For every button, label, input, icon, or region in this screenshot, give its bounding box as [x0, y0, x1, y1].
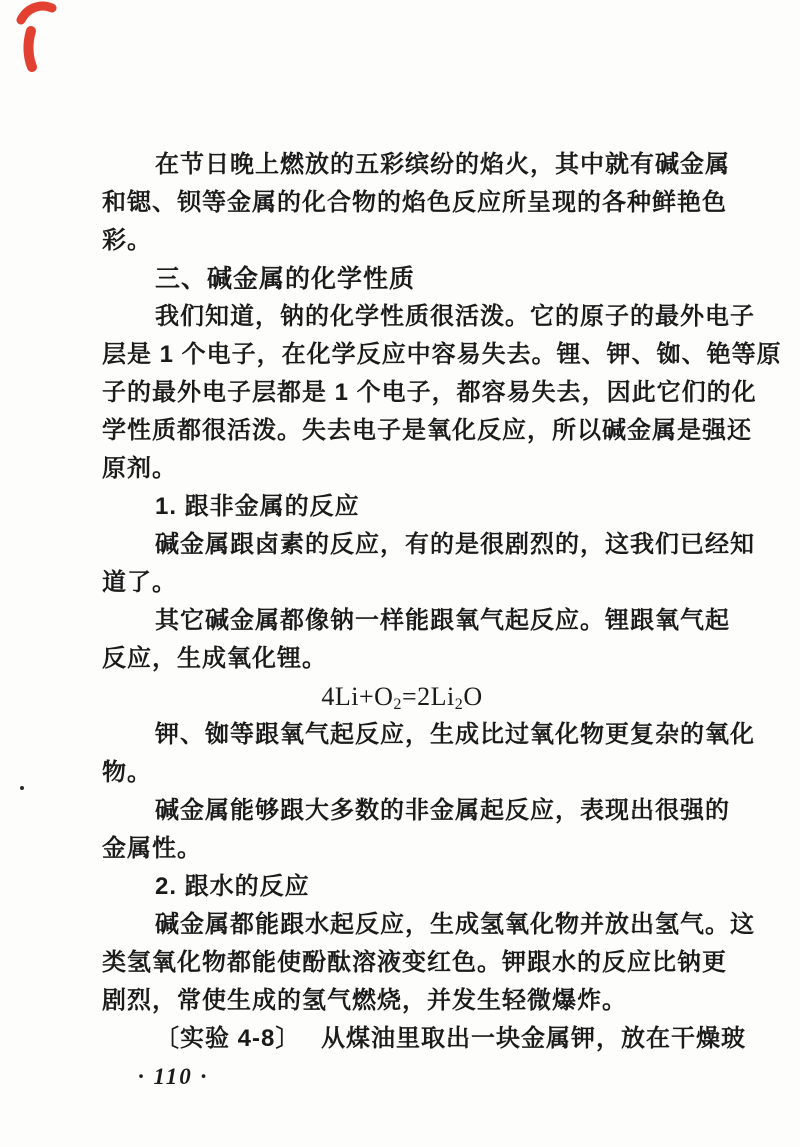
text-line: 学性质都很活泼。失去电子是氧化反应，所以碱金属是强还: [102, 417, 752, 444]
text-line: 反应，生成氧化锂。: [102, 645, 327, 672]
text-line: 物。: [102, 759, 152, 786]
text-line: 道了。: [102, 569, 177, 596]
equation-subscript: 2: [393, 695, 402, 713]
text-line: 碱金属跟卤素的反应，有的是很剧烈的，这我们已经知: [155, 531, 755, 558]
page-number: · 110 ·: [138, 1064, 209, 1089]
text-line: 钾、铷等跟氧气起反应，生成比过氧化物更复杂的氧化: [155, 721, 755, 748]
text-line: 彩。: [102, 227, 152, 254]
text-line: 剧烈，常使生成的氢气燃烧，并发生轻微爆炸。: [102, 987, 627, 1014]
text-line: 类氢氧化物都能使酚酞溶液变红色。钾跟水的反应比钠更: [102, 949, 727, 976]
subsection-heading: 2. 跟水的反应: [155, 873, 310, 900]
text-line: 碱金属能够跟大多数的非金属起反应，表现出很强的: [155, 797, 730, 824]
ink-speck: [20, 786, 24, 790]
text-line: 碱金属都能跟水起反应，生成氢氧化物并放出氢气。这: [155, 911, 755, 938]
red-pen-mark: [14, 0, 66, 80]
text-line: 我们知道，钠的化学性质很活泼。它的原子的最外电子: [155, 303, 755, 330]
text-line: 层是 1 个电子，在化学反应中容易失去。锂、钾、铷、铯等原: [102, 341, 782, 368]
equation-subscript: 2: [454, 695, 464, 713]
text-line: 在节日晚上燃放的五彩缤纷的焰火，其中就有碱金属: [155, 151, 730, 178]
equation-term: 4Li+O: [321, 682, 394, 711]
text-line: 其它碱金属都像钠一样能跟氧气起反应。锂跟氧气起: [155, 607, 730, 634]
equation-term: =2Li: [401, 682, 455, 711]
text-line: 子的最外电子层都是 1 个电子，都容易失去，因此它们的化: [102, 379, 757, 406]
experiment-label-line: 〔实验 4-8〕 从煤油里取出一块金属钾，放在干燥玻: [155, 1025, 747, 1052]
subsection-heading: 1. 跟非金属的反应: [155, 493, 360, 520]
page-content: [102, 146, 782, 1096]
chemical-equation: [102, 678, 702, 716]
equation-term: O: [463, 682, 483, 711]
text-line: 金属性。: [102, 835, 202, 862]
text-line: 和锶、钡等金属的化合物的焰色反应所呈现的各种鲜艳色: [102, 189, 727, 216]
section-heading: 三、碱金属的化学性质: [155, 265, 416, 293]
text-line: 原剂。: [102, 455, 177, 482]
